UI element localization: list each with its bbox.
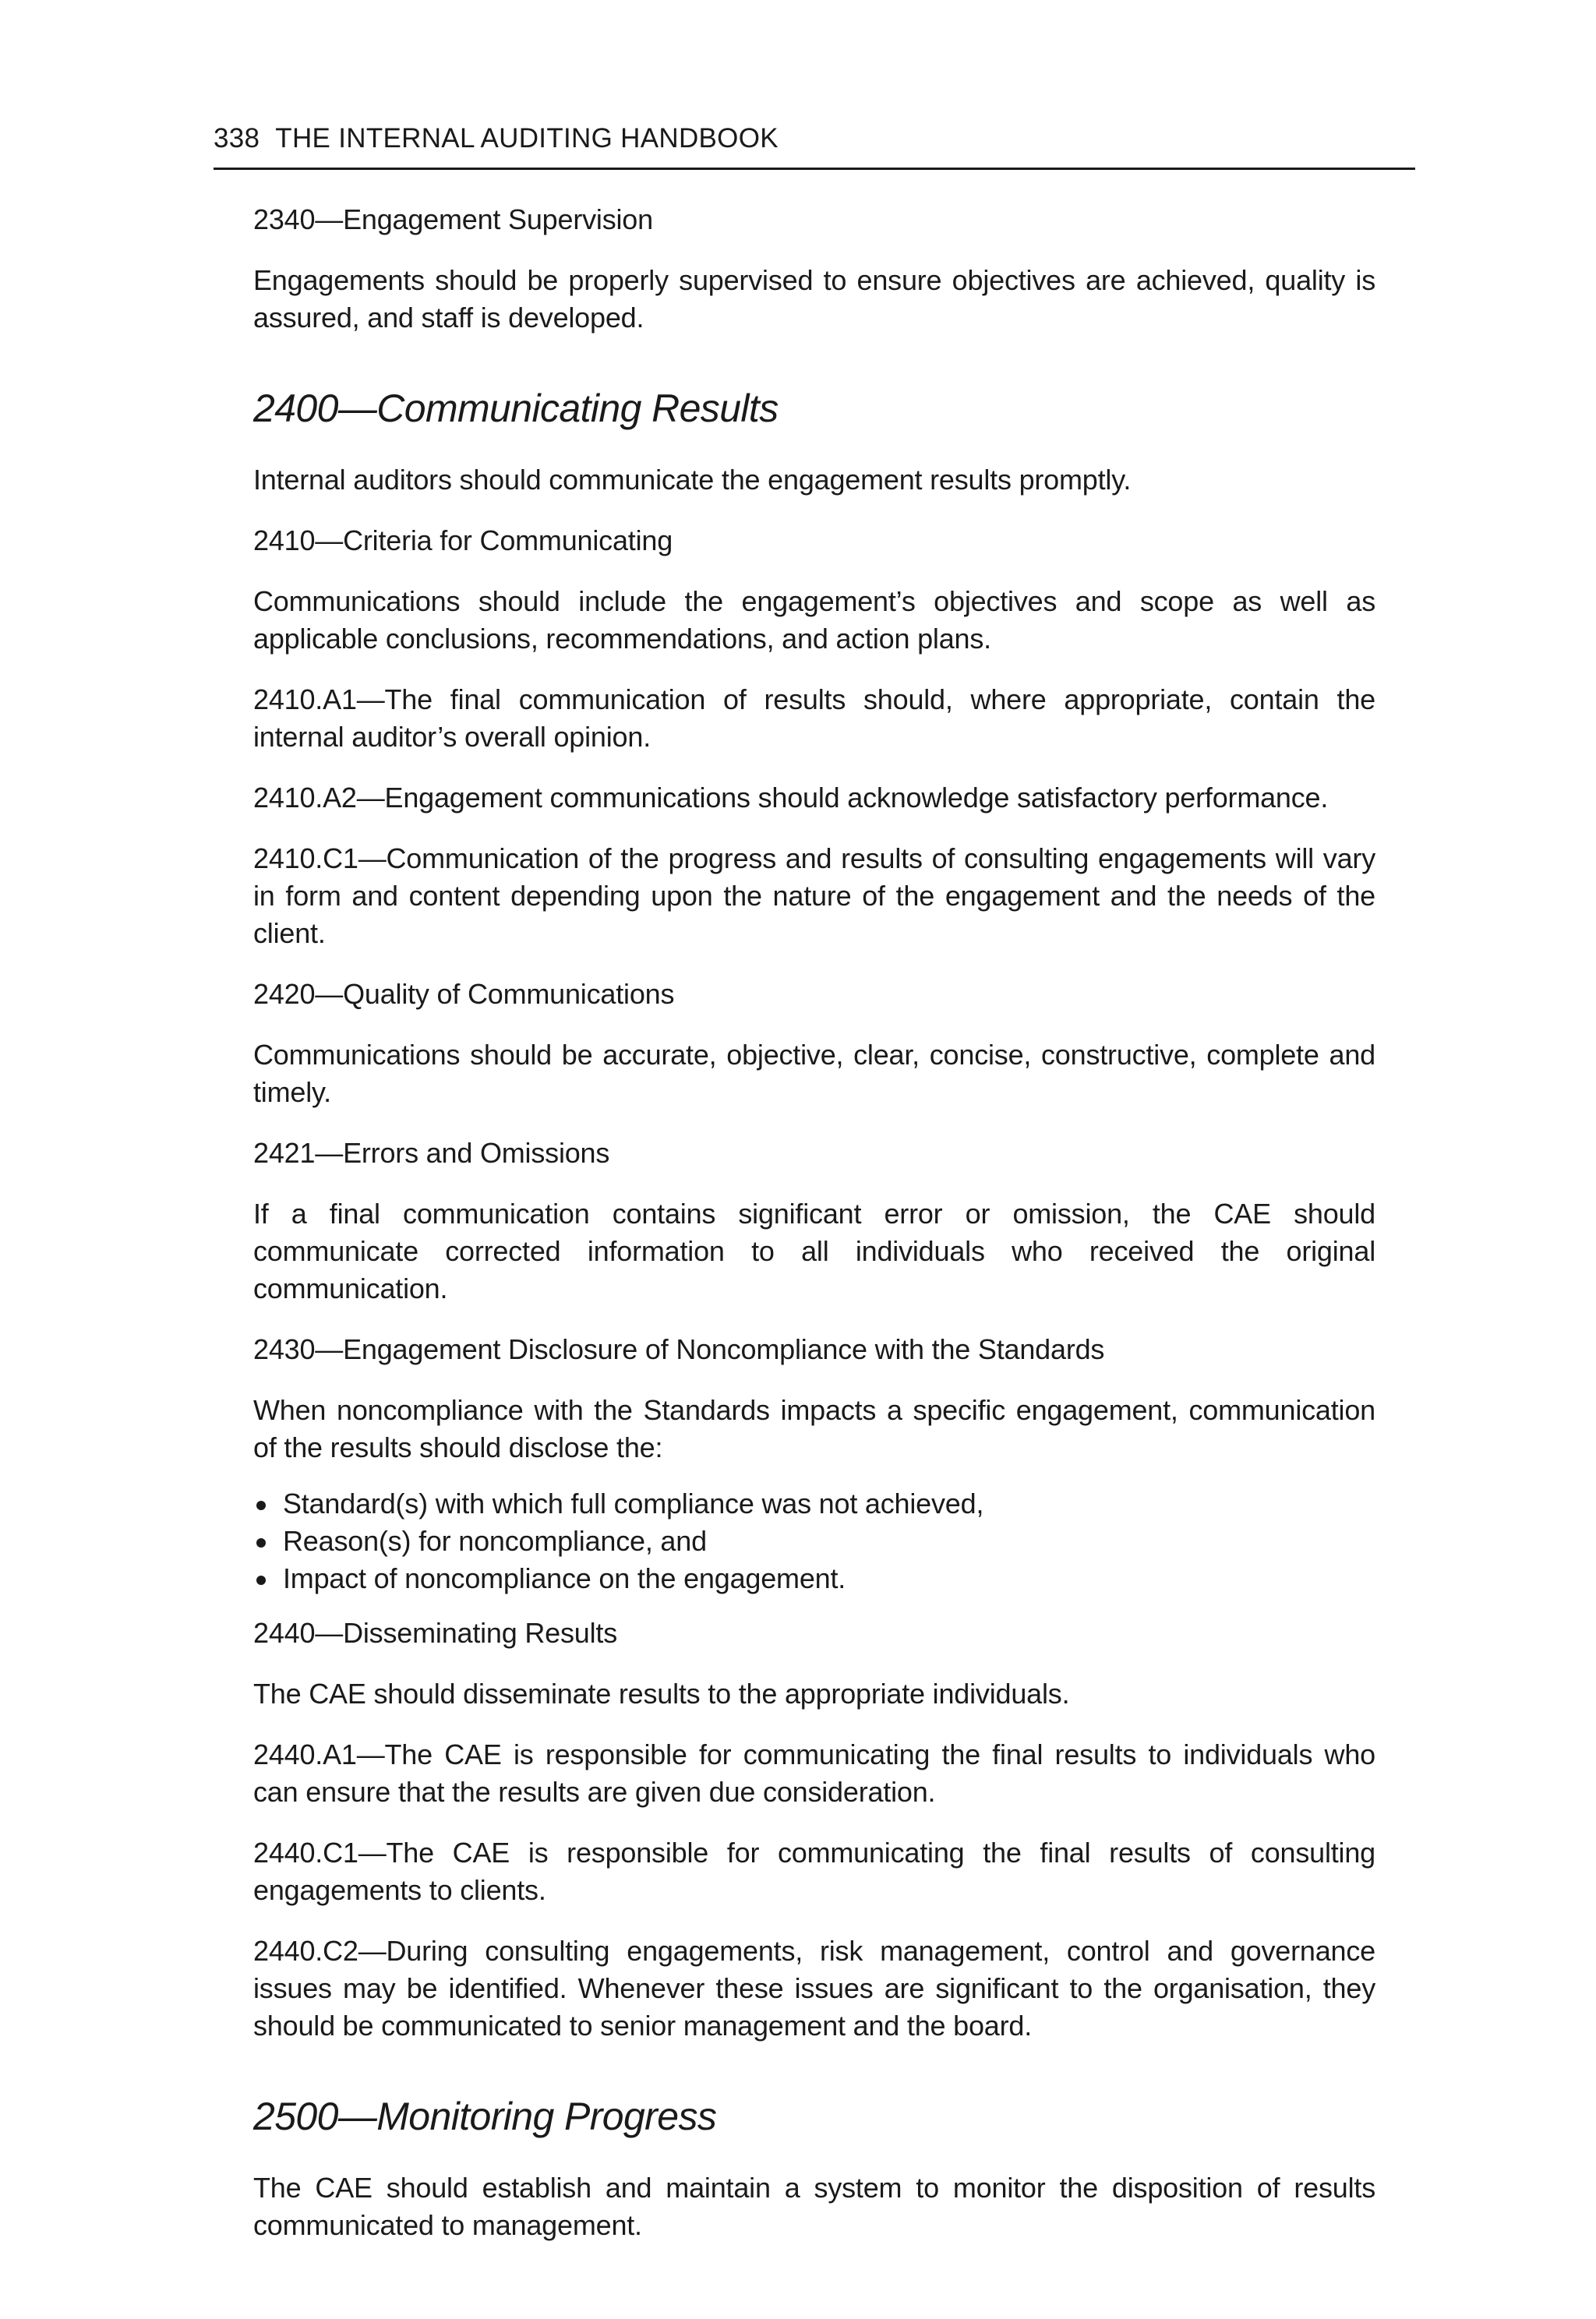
subsection-title-2410: 2410—Criteria for Communicating xyxy=(253,524,673,556)
paragraph-2340: Engagements should be properly supervised to ensure objectives are achieved, quality is assured, and staff is developed. xyxy=(253,264,1375,334)
paragraph-2500: The CAE should establish and maintain a system to monitor the disposition of results communicated to management. xyxy=(253,2172,1375,2241)
bullet-icon xyxy=(256,1538,266,1548)
running-header xyxy=(214,123,779,154)
paragraph-2440: The CAE should disseminate results to the appropriate individuals. xyxy=(253,1678,1070,1710)
subsection-title-2340: 2340—Engagement Supervision xyxy=(253,203,653,235)
list-item-text: Impact of noncompliance on the engagement. xyxy=(283,1562,846,1594)
subsection-title-2440: 2440—Disseminating Results xyxy=(253,1617,618,1649)
paragraph-2410-a1: 2410.A1—The final communication of results should, where appropriate, contain the internal auditor’s overall opinion. xyxy=(253,683,1375,753)
bullet-list-2430 xyxy=(253,1485,1375,1597)
paragraph-2400: Internal auditors should communicate the engagement results promptly. xyxy=(253,464,1132,496)
list-item xyxy=(253,1523,1375,1560)
bullet-icon xyxy=(256,1501,266,1510)
section-heading-2400: 2400—Communicating Results xyxy=(253,386,779,430)
paragraph-2421: If a final communication contains significant error or omission, the CAE should communicate corrected information to all individuals who received the original communication. xyxy=(253,1198,1375,1304)
paragraph-2440-a1: 2440.A1—The CAE is responsible for communicating the final results to individuals who can ensure that the results are given due consideration. xyxy=(253,1738,1375,1808)
list-item xyxy=(253,1560,1375,1597)
paragraph-2440-c1: 2440.C1—The CAE is responsible for communicating the final results of consulting engagements to clients. xyxy=(253,1837,1375,1906)
paragraph-2440-c2: 2440.C2—During consulting engagements, risk management, control and governance issues may be identified. Whenever these issues are significant to the organisation, they should be communicated to senior management and the board. xyxy=(253,1935,1375,2042)
paragraph-2410-c1: 2410.C1—Communication of the progress and results of consulting engagements will vary in form and content depending upon the nature of the engagement and the needs of the client. xyxy=(253,842,1375,949)
section-heading-2500: 2500—Monitoring Progress xyxy=(253,2095,717,2138)
paragraph-2430: When noncompliance with the Standards impacts a specific engagement, communication of the results should disclose the: xyxy=(253,1394,1375,1463)
paragraph-2410-a2: 2410.A2—Engagement communications should acknowledge satisfactory performance. xyxy=(253,782,1329,814)
subsection-title-2430: 2430—Engagement Disclosure of Noncompliance with the Standards xyxy=(253,1333,1105,1365)
list-item-text: Reason(s) for noncompliance, and xyxy=(283,1525,707,1557)
page-body xyxy=(253,201,1375,2268)
running-title: THE INTERNAL AUDITING HANDBOOK xyxy=(275,123,779,154)
paragraph-2410: Communications should include the engagement’s objectives and scope as well as applicable conclusions, recommendations, and action plans. xyxy=(253,585,1375,655)
list-item-text: Standard(s) with which full compliance was not achieved, xyxy=(283,1488,984,1520)
page-number: 338 xyxy=(214,123,260,154)
list-item xyxy=(253,1485,1375,1523)
subsection-title-2421: 2421—Errors and Omissions xyxy=(253,1137,610,1169)
bullet-icon xyxy=(256,1576,266,1585)
paragraph-2420: Communications should be accurate, objective, clear, concise, constructive, complete and timely. xyxy=(253,1039,1375,1108)
header-rule xyxy=(214,168,1415,170)
subsection-title-2420: 2420—Quality of Communications xyxy=(253,978,675,1010)
